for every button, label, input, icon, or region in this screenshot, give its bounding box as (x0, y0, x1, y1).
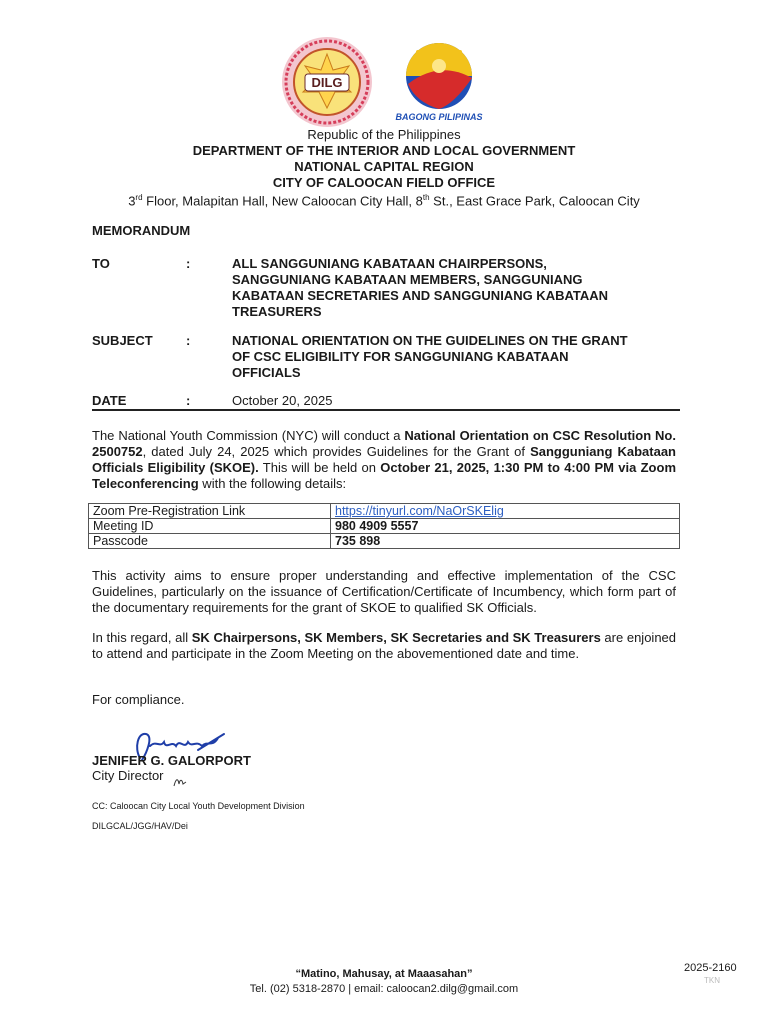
meeting-id-value: 980 4909 5557 (331, 519, 680, 534)
passcode-value: 735 898 (331, 534, 680, 549)
paragraph-purpose: This activity aims to ensure proper understanding and effective implementation of the CSC Guidelines, particularly on the issuance of Certification/Certificate of Incumbency, which form part of the documentary requirements for the grant of SKOE to qualified SK Officials. (92, 568, 676, 615)
divider-rule (92, 409, 680, 411)
date-value: October 20, 2025 (232, 393, 333, 408)
republic-line: Republic of the Philippines (307, 127, 461, 142)
table-cell-label: Meeting ID (89, 519, 331, 534)
paragraph-announcement: The National Youth Commission (NYC) will conduct a National Orientation on CSC Resolution No. 2500752, dated July 24, 2025 which provides Guidelines for the Grant of Sangguniang Kabataan Officials Eligibility (SKOE). This will be held on October 21, 2025, 1:30 PM to 4:00 PM via Zoom Teleconferencing with the following details: (92, 428, 676, 491)
date-label: DATE (92, 393, 127, 408)
to-colon: : (186, 256, 191, 271)
initials-mark (172, 776, 188, 788)
memo-title: MEMORANDUM (92, 223, 191, 238)
document-number: 2025-2160 (684, 962, 737, 974)
table-cell-label: Zoom Pre-Registration Link (89, 504, 331, 519)
cc-line: CC: Caloocan City Local Youth Development Division (92, 801, 305, 811)
signatory-name: JENIFER G. GALORPORT (92, 753, 251, 768)
signatory-title: City Director (92, 768, 164, 783)
address-line: 3rd Floor, Malapitan Hall, New Caloocan City Hall, 8th St., East Grace Park, Caloocan City (128, 193, 640, 209)
table-row (89, 504, 680, 519)
department-line: DEPARTMENT OF THE INTERIOR AND LOCAL GOVERNMENT (192, 143, 576, 158)
paragraph-compliance: For compliance. (92, 692, 185, 707)
paragraph-enjoin: In this regard, all SK Chairpersons, SK Members, SK Secretaries and SK Treasurers are enjoined to attend and participate in the Zoom Meeting on the abovementioned date and time. (92, 630, 677, 661)
reference-code: DILGCAL/JGG/HAV/Dei (92, 821, 188, 831)
table-row (89, 534, 680, 549)
to-recipients: ALL SANGGUNIANG KABATAAN CHAIRPERSONS, SANGGUNIANG KABATAAN MEMBERS, SANGGUNIANG KABATAAN SECRETARIES AND SANGGUNIANG KABATAAN TREASURERS (232, 256, 609, 319)
footer-contact: Tel. (02) 5318-2870 | email: caloocan2.dilg@gmail.com (249, 983, 519, 995)
office-line: CITY OF CALOOCAN FIELD OFFICE (272, 175, 496, 190)
meeting-details-table (88, 503, 680, 549)
subject-colon: : (186, 333, 191, 348)
bagong-pilipinas-logo (394, 40, 484, 130)
table-cell-label: Passcode (89, 534, 331, 549)
document-sub-code: TKN (704, 976, 720, 985)
subject-label: SUBJECT (92, 333, 153, 348)
registration-link[interactable]: https://tinyurl.com/NaOrSKElig (331, 504, 680, 519)
dilg-logo-text: DILG (311, 75, 343, 90)
table-row (89, 519, 680, 534)
bagong-pilipinas-text: BAGONG PILIPINAS (395, 112, 483, 122)
to-label: TO (92, 256, 110, 271)
dilg-seal-logo (281, 36, 373, 128)
footer-motto: “Matino, Mahusay, at Maaasahan” (295, 968, 473, 980)
subject-text: NATIONAL ORIENTATION ON THE GUIDELINES ON THE GRANT OF CSC ELIGIBILITY FOR SANGGUNIANG KABATAAN OFFICIALS (232, 333, 628, 380)
date-colon: : (186, 393, 191, 408)
region-line: NATIONAL CAPITAL REGION (294, 159, 474, 174)
